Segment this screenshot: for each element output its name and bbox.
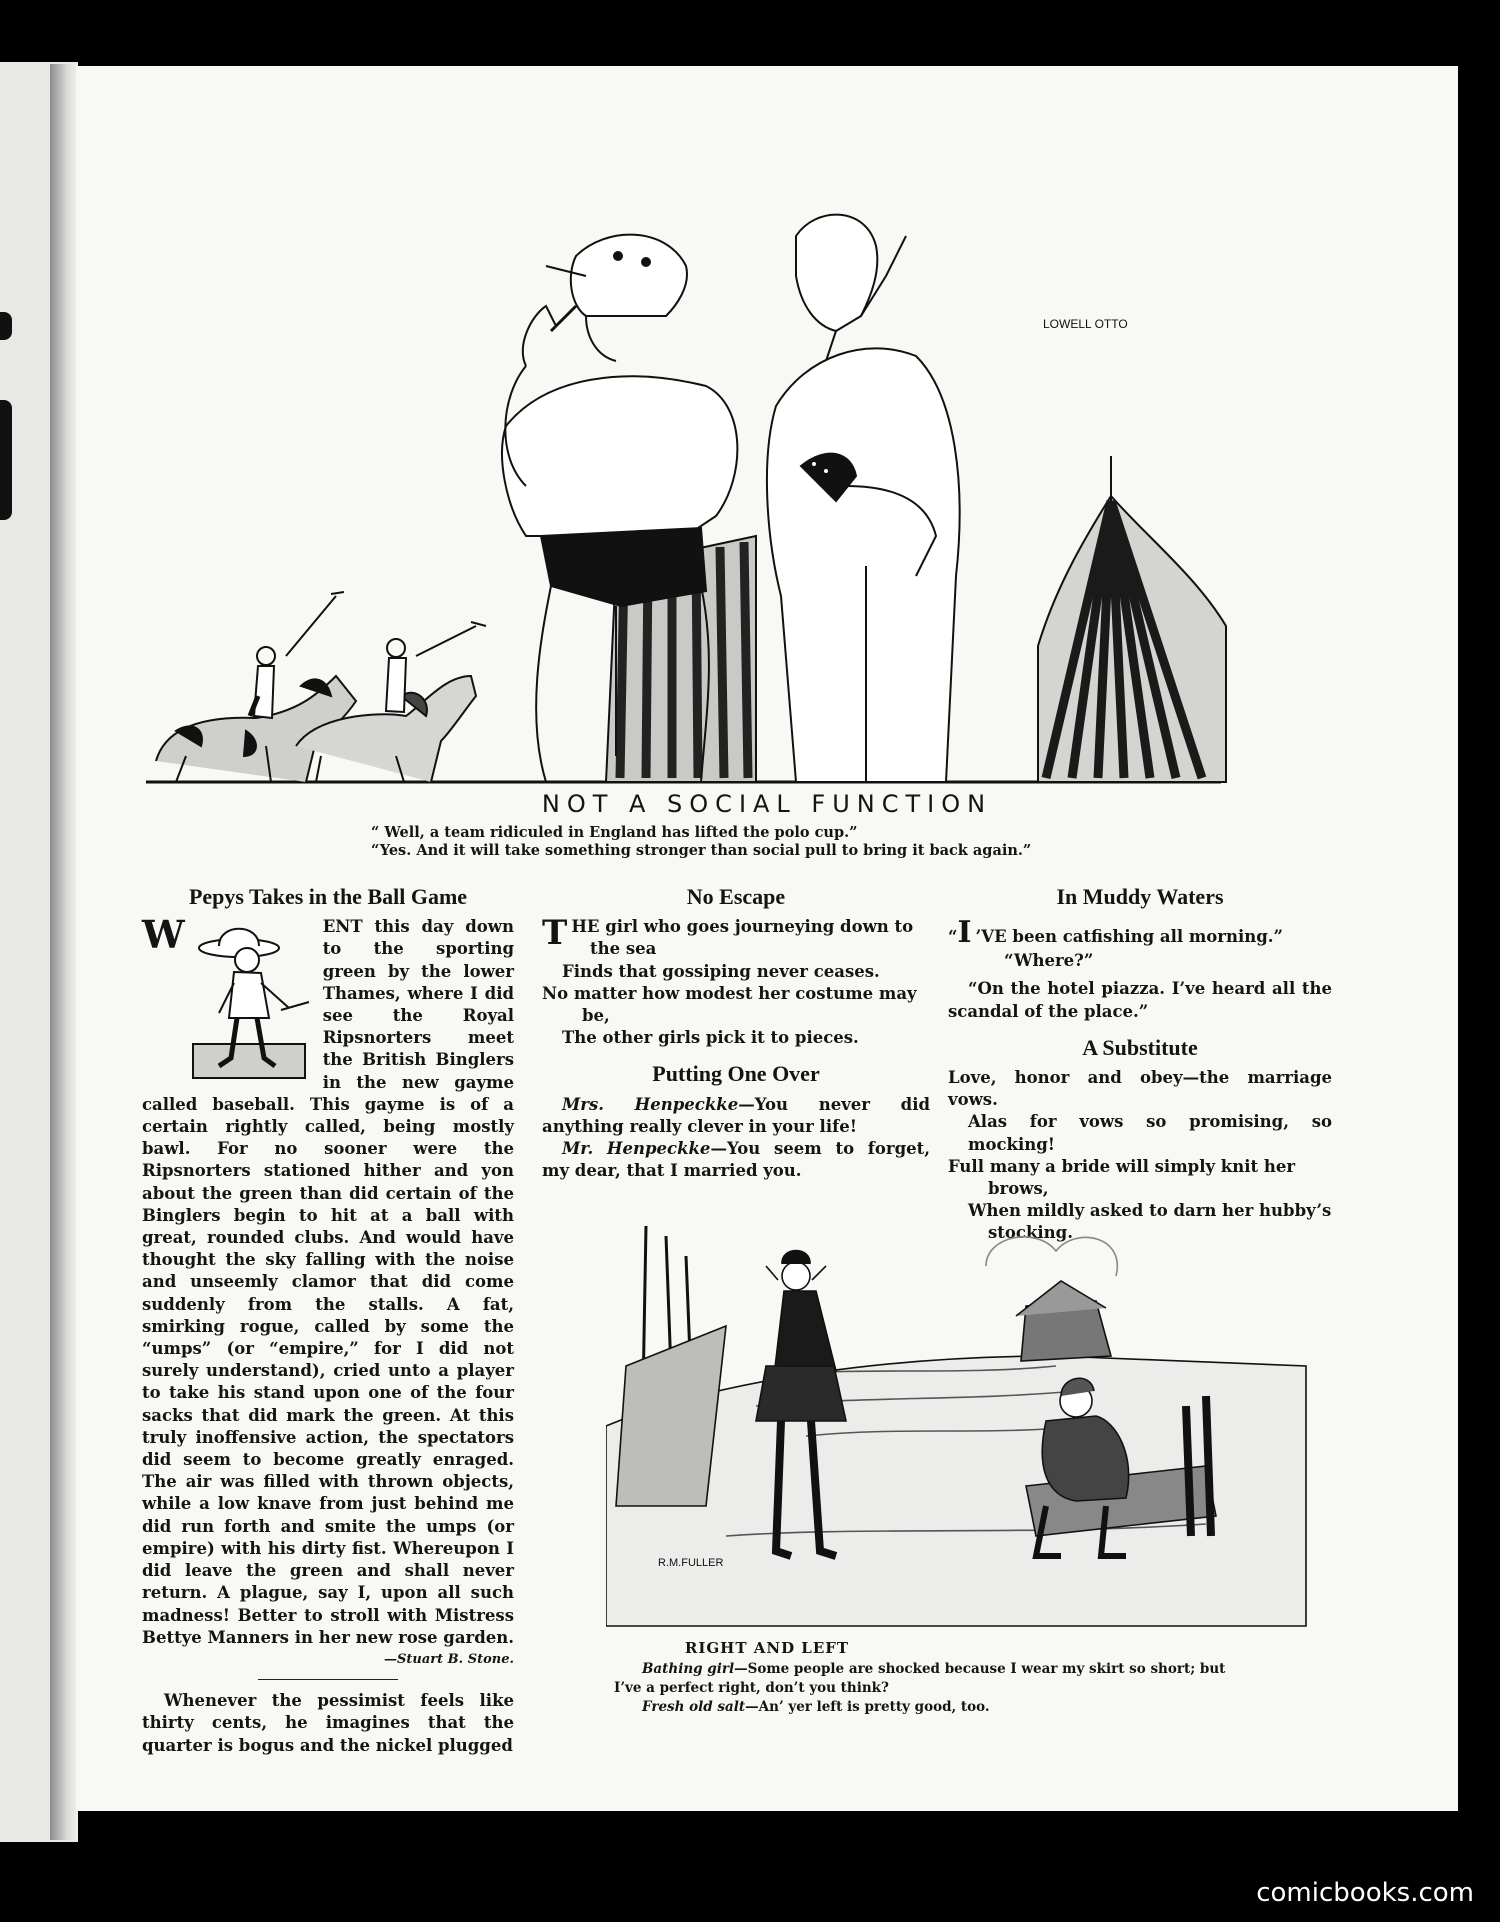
cartoon-caption-line: “ Well, a team ridiculed in England has lifted the polo cup.” <box>371 824 858 841</box>
joke-heading: In Muddy Waters <box>1056 884 1224 909</box>
poem-line: Love, honor and obey—the marriage vows. <box>948 1068 1332 1110</box>
cartoon-caption-line: I’ve a perfect right, don’t you think? <box>614 1680 889 1696</box>
joke-line: “Where?” <box>1004 951 1094 971</box>
joke-line: —You seem to forget, my dear, that I married you. <box>542 1139 930 1181</box>
column-middle <box>542 886 930 1182</box>
cartoon-caption-line: “Yes. And it will take something stronger than social pull to bring it back again.” <box>371 842 1032 859</box>
drop-cap: T <box>542 913 568 954</box>
poem-line: brows, <box>988 1179 1049 1199</box>
drop-cap: W <box>142 912 185 958</box>
site-watermark: comicbooks.com <box>1256 1878 1474 1908</box>
article-heading: Pepys Takes in the Ball Game <box>188 884 468 909</box>
poem-line: Finds that gossiping never ceases. <box>562 961 880 981</box>
filler-joke: Whenever the pessimist feels like thirty cents, he imagines that the quarter is bogus and the nickel plugged <box>142 1691 514 1755</box>
poem-line: The other girls pick it to pieces. <box>562 1028 859 1048</box>
cartoon-title: RIGHT AND LEFT <box>684 1639 850 1657</box>
section-divider <box>258 1679 398 1680</box>
poem-line: HE girl who goes journeying down to <box>571 917 914 937</box>
artist-signature: LOWELL OTTO <box>1043 317 1128 331</box>
poem-line: Alas for vows so promising, so mocking! <box>968 1112 1332 1154</box>
poem-heading: No Escape <box>686 884 786 909</box>
page-gutter-shadow <box>50 64 78 1840</box>
joke-line: ’VE been catfishing all morning.” <box>975 927 1284 947</box>
cartoon-caption-line: —Some people are shocked because I wear my skirt so short; but <box>734 1661 1226 1677</box>
poem-heading: A Substitute <box>1082 1034 1198 1060</box>
artist-signature: R.M.FULLER <box>658 1557 724 1569</box>
poem-line: stocking. <box>988 1223 1073 1243</box>
speaker-name: Mr. Henpeckke <box>562 1139 711 1159</box>
speaker-name: Bathing girl <box>642 1661 735 1677</box>
column-right <box>948 886 1332 1245</box>
umpire-cartoon-illustration <box>189 918 315 1084</box>
article-byline: —Stuart B. Stone. <box>384 1651 514 1667</box>
article-body: ENT this day down to the sporting green by the lower Thames, where I did see the Royal Ripsnorters meet the British Binglers in the new gayme called baseball. This gayme is of a certain rightly called, being mostly bawl. For no sooner were the Ripsnorters stationed hither and yon about the green than did certain of the Binglers begin to hit at a ball with great, rounded clubs. And would have thought the sky falling with the noise and unseemly clamor that did come suddenly from the stalls. A fat, smirking rogue, called by some the “umps” (or “empire,” for I did not surely understand), cried unto a player to take his stand upon one of the four sacks that did mark the green. At this truly inoffensive action, the spectators did seem to become greatly enraged. The air was filled with thrown objects, while a low knave from just behind me did run forth and smite the umps (or empire) with his dirty fist. Whereupon I did leave the green and shall never return. A plague, say I, upon all such madness! Better to stroll with Mistress Bettye Manners in her new rose garden. <box>142 917 514 1647</box>
poem-line: When mildly asked to darn her hubby’s <box>968 1201 1332 1221</box>
poem-line: be, <box>582 1006 610 1026</box>
poem-line: the sea <box>590 939 657 959</box>
article-pepys <box>142 886 514 1757</box>
drop-cap: I <box>957 915 972 951</box>
poem-line: Full many a bride will simply knit her <box>948 1156 1296 1176</box>
speaker-name: Fresh old salt <box>642 1699 746 1715</box>
cartoon-title: NOT A SOCIAL FUNCTION <box>541 790 993 818</box>
beach-cartoon-illustration <box>606 1206 1326 1646</box>
joke-line: —You never did anything really clever in your life! <box>542 1094 931 1136</box>
polo-cartoon-illustration <box>146 156 1336 788</box>
facing-page-ink <box>0 312 12 340</box>
speaker-name: Mrs. Henpeckke <box>562 1094 739 1114</box>
open-quote: “ <box>948 927 958 947</box>
cartoon-caption-line: —An’ yer left is pretty good, too. <box>745 1699 990 1715</box>
facing-page-ink <box>0 400 12 520</box>
joke-line: “On the hotel piazza. I’ve heard all the scandal of the place.” <box>948 979 1332 1021</box>
joke-heading: Putting One Over <box>652 1061 820 1087</box>
poem-line: No matter how modest her costume may <box>542 983 917 1003</box>
magazine-page <box>76 66 1458 1811</box>
